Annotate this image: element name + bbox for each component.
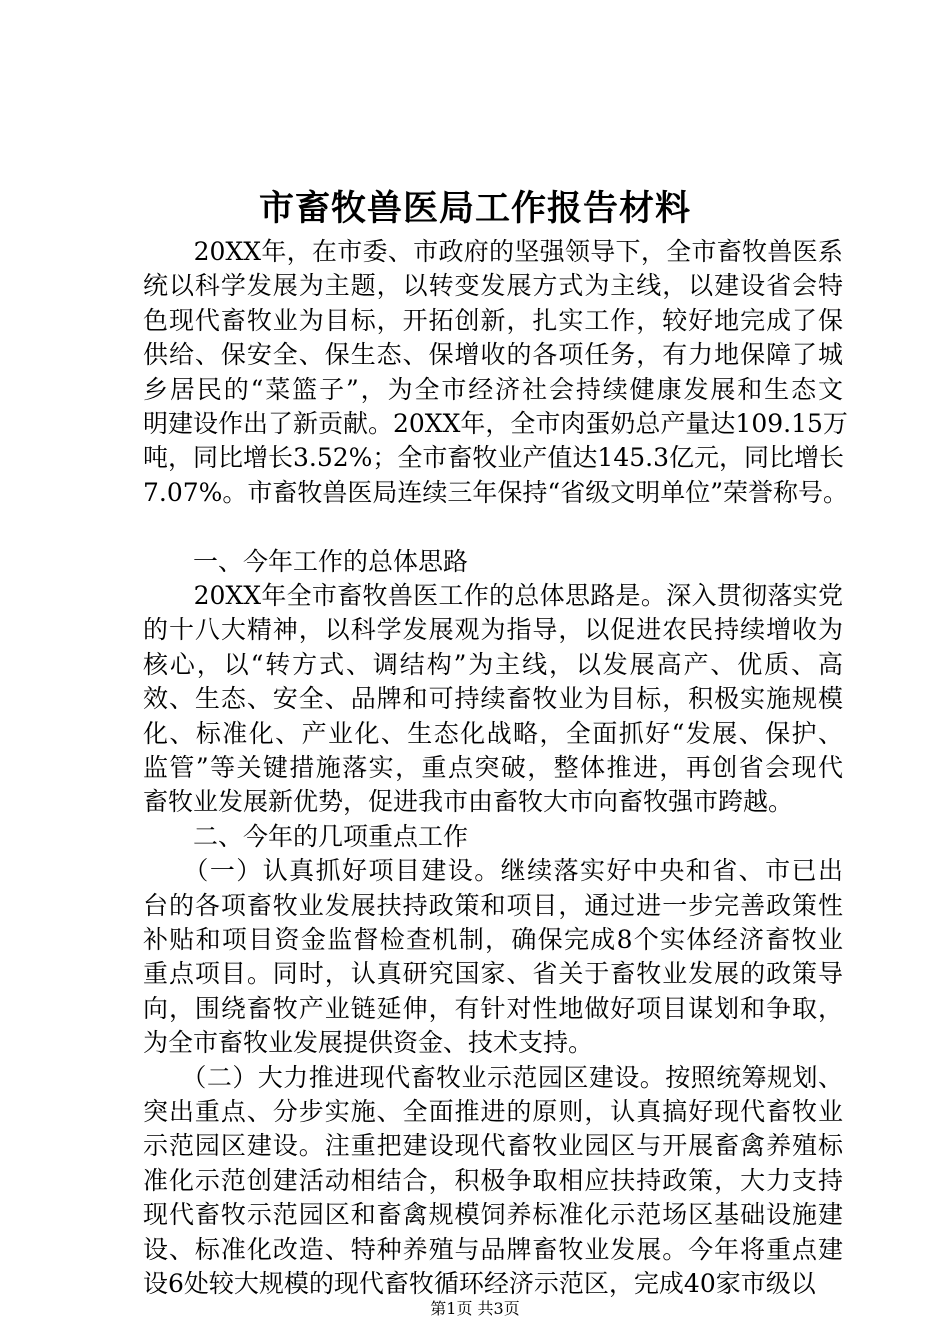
text-line: 补贴和项目资金监督检查机制，确保完成8个实体经济畜牧业 [143, 925, 843, 954]
text-line: 明建设作出了新贡献。20XX年，全市肉蛋奶总产量达109.15万 [143, 409, 848, 438]
text-line: （一）认真抓好项目建设。继续落实好中央和省、市已出 [143, 856, 843, 886]
text-line: （二）大力推进现代畜牧业示范园区建设。按照统筹规划、 [143, 1062, 843, 1092]
text-line: 为全市畜牧业发展提供资金、技术支持。 [143, 1028, 594, 1058]
text-line: 供给、保安全、保生态、保增收的各项任务，有力地保障了城 [143, 340, 843, 370]
text-line: 重点项目。同时，认真研究国家、省关于畜牧业发展的政策导 [143, 959, 843, 989]
text-line: 20XX年全市畜牧兽医工作的总体思路是。深入贯彻落实党 [143, 581, 843, 610]
text-line: 畜牧业发展新优势，促进我市由畜牧大市向畜牧强市跨越。 [143, 787, 794, 817]
text-line: 乡居民的“菜篮子”，为全市经济社会持续健康发展和生态文 [143, 374, 843, 404]
text-line: 示范园区建设。注重把建设现代畜牧业园区与开展畜禽养殖标 [143, 1131, 843, 1161]
text-line: 统以科学发展为主题，以转变发展方式为主线，以建设省会特 [143, 271, 843, 301]
text-line: 效、生态、安全、品牌和可持续畜牧业为目标，积极实施规模 [143, 684, 843, 714]
text-line: 现代畜牧示范园区和畜禽规模饲养标准化示范场区基础设施建 [143, 1200, 843, 1230]
text-line: 突出重点、分步实施、全面推进的原则，认真搞好现代畜牧业 [143, 1097, 843, 1126]
page-footer: 第1页 共3页 [430, 1299, 520, 1318]
text-line: 一、今年工作的总体思路 [143, 546, 469, 576]
document-title: 市畜牧兽医局工作报告材料 [258, 188, 691, 229]
text-line: 7.07%。市畜牧兽医局连续三年保持“省级文明单位”荣誉称号。 [143, 477, 848, 507]
text-line: 二、今年的几项重点工作 [143, 821, 469, 851]
text-line: 设、标准化改造、特种养殖与品牌畜牧业发展。今年将重点建 [143, 1234, 843, 1264]
text-line: 向，围绕畜牧产业链延伸，有针对性地做好项目谋划和争取， [143, 993, 843, 1023]
text-line: 20XX年，在市委、市政府的坚强领导下，全市畜牧兽医系 [143, 237, 843, 266]
text-line: 吨，同比增长3.52%；全市畜牧业产值达145.3亿元，同比增长 [143, 443, 844, 473]
text-line: 色现代畜牧业为目标，开拓创新，扎实工作，较好地完成了保 [143, 305, 843, 335]
text-line: 台的各项畜牧业发展扶持政策和项目，通过进一步完善政策性 [143, 890, 843, 920]
text-line: 核心，以“转方式、调结构”为主线，以发展高产、优质、高 [143, 649, 843, 679]
text-line: 监管”等关键措施落实，重点突破，整体推进，再创省会现代 [143, 753, 843, 782]
text-line: 的十八大精神，以科学发展观为指导，以促进农民持续增收为 [143, 615, 843, 645]
text-line: 化、标准化、产业化、生态化战略，全面抓好“发展、保护、 [143, 718, 843, 748]
text-line: 准化示范创建活动相结合，积极争取相应扶持政策，大力支持 [143, 1165, 843, 1195]
text-line: 设6处较大规模的现代畜牧循环经济示范区，完成40家市级以 [143, 1269, 816, 1298]
